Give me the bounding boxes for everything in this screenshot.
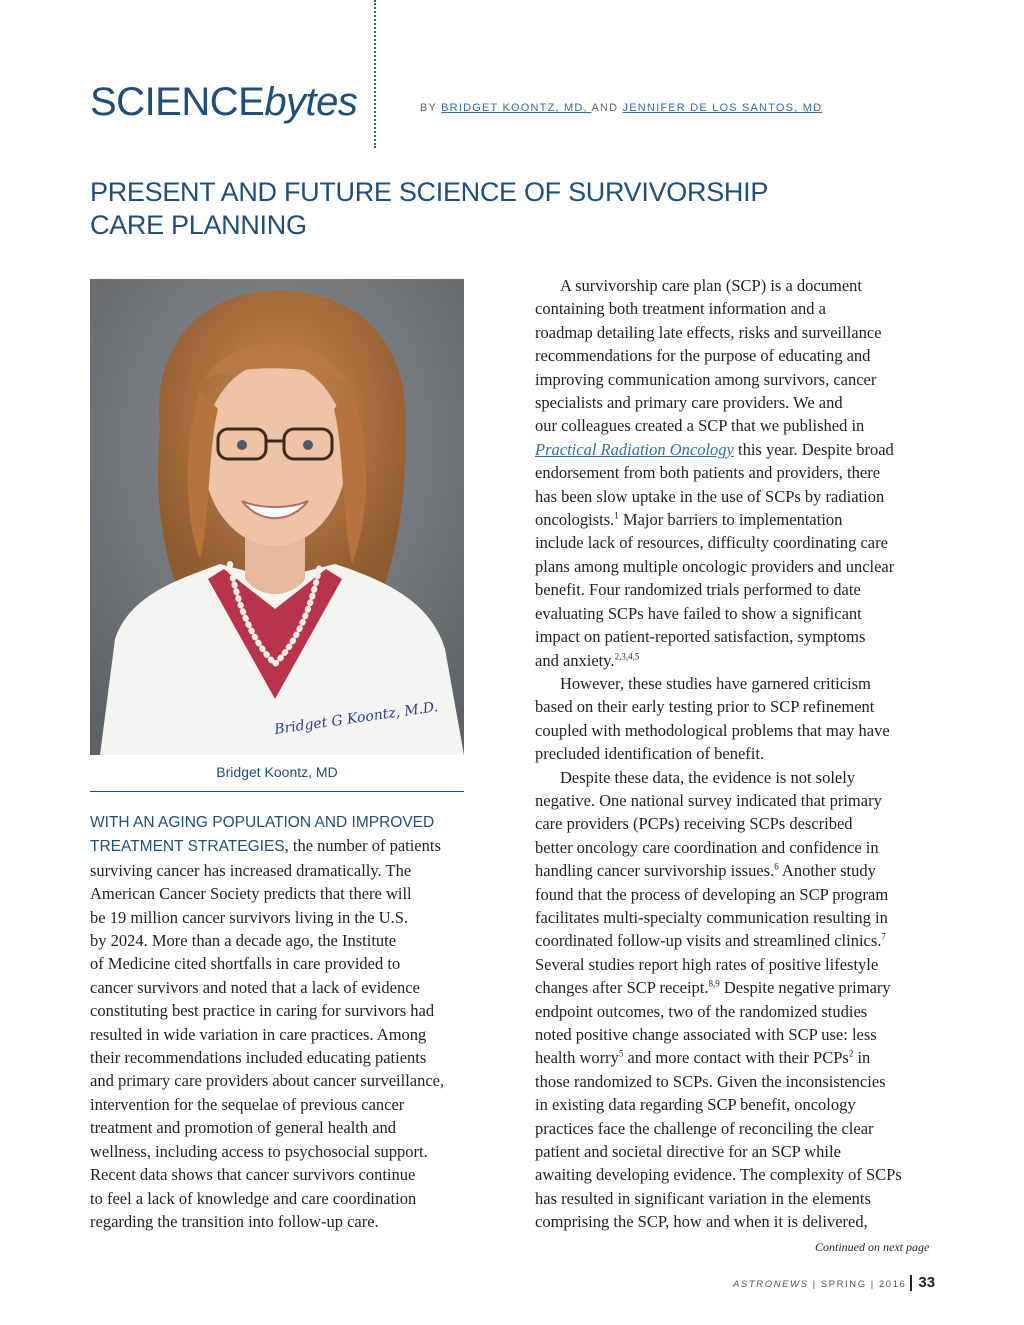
- brand-main: SCIENCE: [90, 80, 265, 124]
- body-line: recommendations for the purpose of educating and: [535, 346, 871, 366]
- page-footer: [733, 1274, 935, 1291]
- body-line: in existing data regarding SCP benefit, oncology: [535, 1095, 856, 1115]
- author-photo: [90, 279, 464, 755]
- photo-caption: Bridget Koontz, MD: [216, 764, 338, 780]
- issue-season: SPRING: [820, 1279, 867, 1290]
- body-line: constituting best practice in caring for survivors had: [90, 1001, 435, 1021]
- body-line: coupled with methodological problems that may have: [535, 720, 890, 740]
- title-line: PRESENT AND FUTURE SCIENCE OF SURVIVORSHIP: [90, 177, 769, 207]
- byline-by: BY: [420, 102, 442, 114]
- body-text: health worry: [535, 1048, 619, 1068]
- body-line: be 19 million cancer survivors living in the U.S.: [90, 907, 409, 927]
- body-line: found that the process of developing an SCP program: [535, 884, 889, 904]
- body-line: care providers (PCPs) receiving SCPs described: [535, 814, 853, 834]
- body-text: handling cancer survivorship issues.: [535, 861, 775, 881]
- body-line: has resulted in significant variation in the elements: [535, 1188, 871, 1208]
- body-line: noted positive change associated with SCP use: less: [535, 1025, 877, 1044]
- journal-link[interactable]: Practical Radiation Oncology: [535, 439, 734, 459]
- body-line: Several studies report high rates of positive lifestyle: [535, 954, 879, 974]
- body-text: this year. Despite broad: [733, 439, 894, 459]
- body-line: wellness, including access to psychosocial support.: [90, 1141, 428, 1161]
- footnote-ref: 2: [848, 1048, 854, 1059]
- lead-line-1: WITH AN AGING POPULATION AND IMPROVED: [90, 814, 435, 831]
- brand-italic: bytes: [264, 80, 358, 124]
- right-column: [535, 274, 940, 1234]
- body-line: based on their early testing prior to SCP refinement: [535, 697, 875, 717]
- body-line: Despite these data, the evidence is not solely: [560, 767, 856, 787]
- body-line: include lack of resources, difficulty coordinating care: [535, 533, 888, 553]
- body-line: comprising the SCP, how and when it is delivered,: [535, 1212, 868, 1232]
- footnote-ref: 5: [618, 1048, 624, 1059]
- body-text: Another study: [778, 861, 876, 881]
- footer-separator: |: [812, 1279, 817, 1290]
- body-line: specialists and primary care providers. We and: [535, 393, 843, 413]
- dotted-divider: [374, 0, 376, 148]
- body-text: in: [853, 1048, 871, 1068]
- body-line: roadmap detailing late effects, risks and surveillance: [535, 322, 882, 342]
- body-line: awaiting developing evidence. The complexity of SCPs: [535, 1165, 902, 1185]
- byline-and: AND: [591, 102, 623, 114]
- body-line: treatment and promotion of general health and: [90, 1118, 397, 1138]
- publication-name: ASTRONEWS: [733, 1279, 809, 1290]
- title-line: CARE PLANNING: [90, 210, 307, 240]
- body-line: endpoint outcomes, two of the randomized studies: [535, 1001, 868, 1021]
- footer-separator: |: [870, 1279, 875, 1290]
- section-brand: [90, 82, 357, 122]
- body-line: benefit. Four randomized trials performed to date: [535, 580, 861, 600]
- body-line: endorsement from both patients and providers, there: [535, 463, 881, 483]
- body-line: American Cancer Society predicts that there will: [90, 884, 412, 904]
- coat-embroidery: Bridget G Koontz, M.D.: [273, 699, 440, 738]
- page-number: 33: [918, 1274, 936, 1291]
- body-line: facilitates multi-specialty communication resulting in: [535, 907, 888, 927]
- body-line: However, these studies have garnered criticism: [560, 673, 871, 693]
- body-line: containing both treatment information and a: [535, 299, 826, 319]
- footnote-ref: 6: [774, 861, 779, 872]
- body-line: improving communication among survivors, cancer: [535, 369, 877, 389]
- lead-line-2: TREATMENT STRATEGIES: [90, 838, 285, 856]
- body-line: their recommendations included educating patients: [90, 1048, 427, 1068]
- body-line: to feel a lack of knowledge and care coordination: [90, 1188, 417, 1208]
- body-line: evaluating SCPs have failed to show a significant: [535, 603, 862, 623]
- body-line: negative. One national survey indicated that primary: [535, 790, 882, 810]
- body-line: of Medicine cited shortfalls in care provided to: [90, 954, 401, 974]
- footer-bar: [910, 1275, 912, 1291]
- body-line: and primary care providers about cancer surveillance,: [90, 1071, 445, 1091]
- body-line: impact on patient-reported satisfaction, symptoms: [535, 627, 866, 647]
- body-line: by 2024. More than a decade ago, the Institute: [90, 931, 397, 951]
- body-text: and more contact with their PCPs: [623, 1048, 849, 1068]
- article-title: [90, 176, 790, 242]
- body-line: our colleagues created a SCP that we published in: [535, 416, 865, 436]
- body-line: resulted in wide variation in care practices. Among: [90, 1024, 427, 1044]
- body-line: plans among multiple oncologic providers and unclear: [535, 556, 895, 576]
- body-line: has been slow uptake in the use of SCPs by radiation: [535, 486, 885, 506]
- body-line: patient and societal directive for an SCP while: [535, 1142, 841, 1162]
- body-line: those randomized to SCPs. Given the inconsistencies: [535, 1071, 886, 1091]
- body-line: cancer survivors and noted that a lack of evidence: [90, 977, 420, 997]
- byline: [420, 102, 822, 114]
- author-link-de-los-santos[interactable]: JENNIFER DE LOS SANTOS, MD: [622, 102, 823, 114]
- body-line: precluded identification of benefit.: [535, 744, 765, 764]
- body-line: intervention for the sequelae of previous cancer: [90, 1094, 405, 1114]
- body-text: Major barriers to implementation: [618, 510, 843, 530]
- left-column: [90, 811, 490, 1233]
- footnote-ref: 7: [881, 931, 886, 942]
- body-line: better oncology care coordination and confidence in: [535, 837, 879, 857]
- body-line: Recent data shows that cancer survivors continue: [90, 1165, 416, 1185]
- body-line: regarding the transition into follow-up care.: [90, 1211, 379, 1231]
- body-text: oncologists.: [535, 510, 615, 530]
- portrait-illustration: [90, 279, 464, 755]
- body-text: Despite negative primary: [719, 978, 891, 998]
- body-line: A survivorship care plan (SCP) is a document: [560, 276, 862, 295]
- footnote-ref: 8,9: [708, 978, 720, 989]
- footnote-ref: 2,3,4,5: [614, 651, 640, 661]
- body-text: , the number of patients: [284, 836, 441, 856]
- body-text: coordinated follow-up visits and streamlined clinics.: [535, 931, 882, 951]
- caption-rule: [90, 791, 464, 792]
- body-text: changes after SCP receipt.: [535, 978, 709, 998]
- issue-year: 2016: [878, 1279, 907, 1290]
- continued-note: Continued on next page: [815, 1240, 930, 1254]
- footnote-ref: 1: [614, 510, 619, 521]
- body-line: surviving cancer has increased dramatically. The: [90, 860, 412, 880]
- author-link-koontz[interactable]: BRIDGET KOONTZ, MD,: [441, 102, 592, 114]
- body-line: practices face the challenge of reconciling the clear: [535, 1118, 874, 1138]
- body-text: and anxiety.: [535, 650, 615, 670]
